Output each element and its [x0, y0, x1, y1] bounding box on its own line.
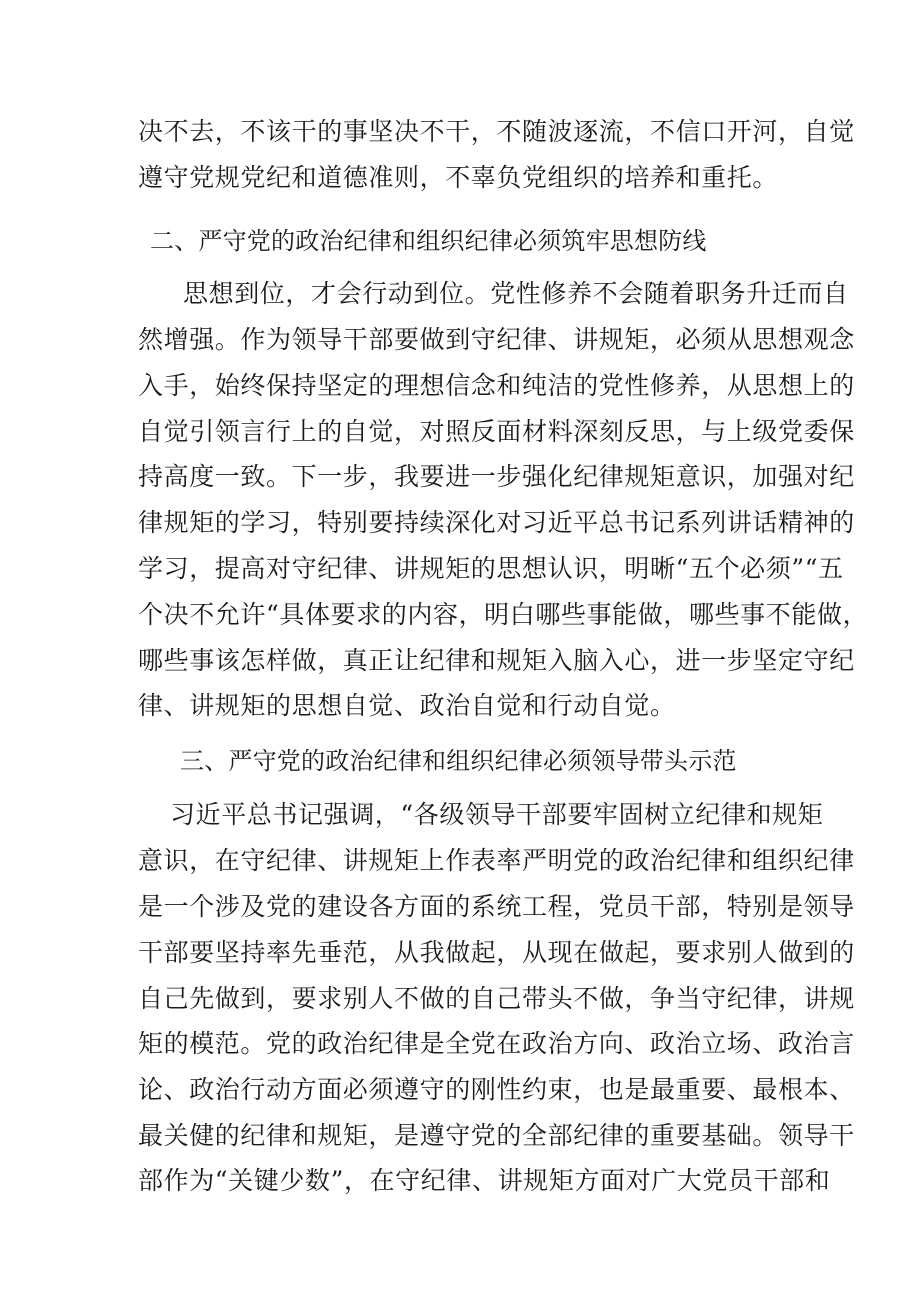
section-3-line-9: 部作为“关键少数”，在守纪律、讲规矩方面对广大党员干部和	[138, 1166, 831, 1195]
section-2-line-6: 律规矩的学习，特别要持续深化对习近平总书记系列讲话精神的	[138, 508, 855, 537]
section-3-line-1: 习近平总书记强调，“各级领导干部要牢固树立纪律和规矩	[170, 800, 824, 829]
section-3-heading: 三、严守党的政治纪律和组织纪律必须领导带头示范	[180, 747, 737, 775]
section-2-line-8: 个决不允许“具体要求的内容，明白哪些事能做，哪些事不能做，	[138, 600, 869, 629]
section-3-line-3: 是一个涉及党的建设各方面的系统工程，党员干部，特别是领导	[138, 892, 855, 921]
section-2-line-4: 自觉引领言行上的自觉，对照反面材料深刻反思，与上级党委保	[138, 417, 855, 446]
section-2-line-10: 律、讲规矩的思想自觉、政治自觉和行动自觉。	[138, 691, 676, 720]
section-3-line-8: 最关健的纪律和规矩，是遵守党的全部纪律的重要基础。领导干	[138, 1121, 855, 1150]
section-2-line-9: 哪些事该怎样做，真正让纪律和规矩入脑入心，进一步坚定守纪	[138, 646, 855, 675]
section-3-line-7: 论、政治行动方面必须遵守的刚性约束，也是最重要、最根本、	[138, 1075, 855, 1104]
section-3-line-6: 矩的模范。党的政治纪律是全党在政治方向、政治立场、政治言	[138, 1029, 855, 1058]
section-2-line-1: 思想到位，才会行动到位。党性修养不会随着职务升迁而自	[183, 279, 849, 308]
section-3-line-2: 意识，在守纪律、讲规矩上作表率严明党的政治纪律和组织纪律	[138, 846, 855, 875]
section-2-line-2: 然增强。作为领导干部要做到守纪律、讲规矩，必须从思想观念	[138, 325, 855, 354]
section-3-line-4: 干部要坚持率先垂范，从我做起，从现在做起，要求别人做到的	[138, 938, 855, 967]
section-2-heading: 二、严守党的政治纪律和组织纪律必须筑牢思想防线	[150, 227, 707, 255]
intro-line-1: 决不去，不该干的事坚决不干，不随波逐流，不信口开河，自觉	[138, 117, 855, 146]
section-3-line-5: 自己先做到，要求别人不做的自己带头不做，争当守纪律，讲规	[138, 984, 855, 1013]
section-2-line-3: 入手，始终保持坚定的理想信念和纯洁的党性修养，从思想上的	[138, 371, 855, 400]
intro-line-2: 遵守党规党纪和道德准则，不辜负党组织的培养和重托。	[138, 163, 779, 192]
section-2-line-7: 学习，提高对守纪律、讲规矩的思想认识，明晰“五个必须”“五	[138, 554, 844, 583]
section-2-line-5: 持高度一致。下一步，我要进一步强化纪律规矩意识，加强对纪	[138, 462, 855, 491]
